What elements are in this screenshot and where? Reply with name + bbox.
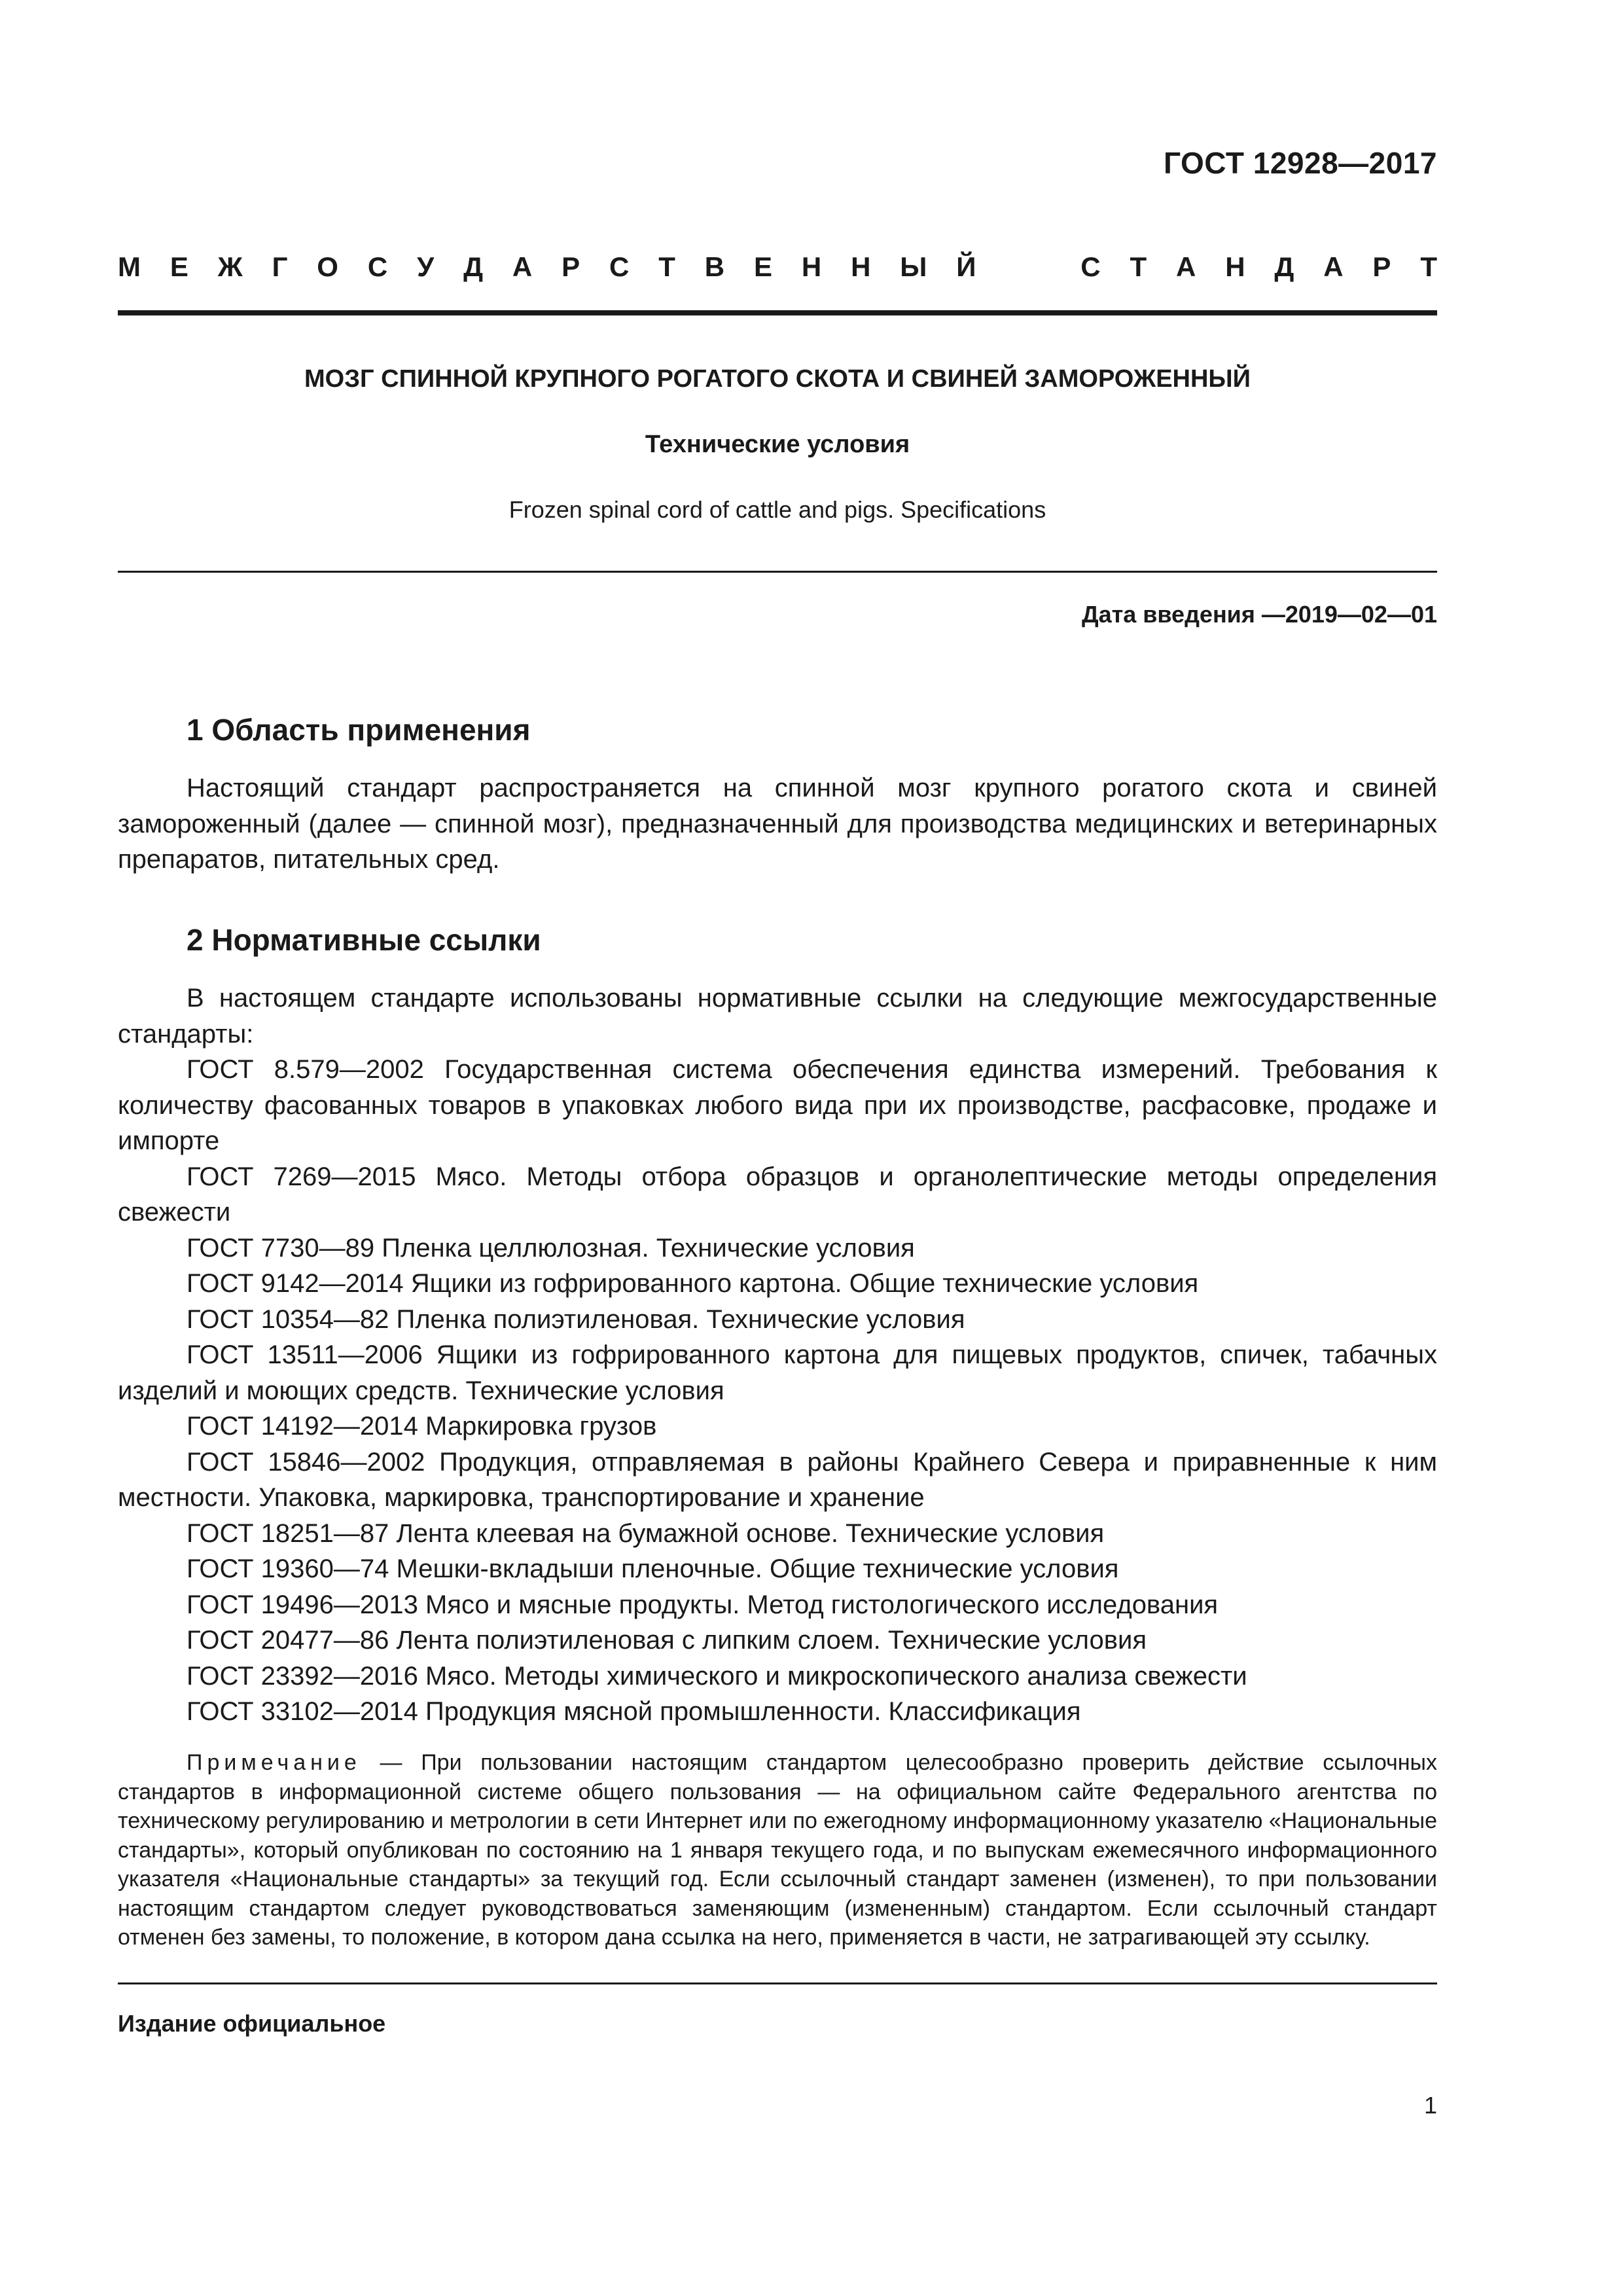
- reference-item: ГОСТ 10354—82 Пленка полиэтиленовая. Технические условия: [187, 1304, 965, 1334]
- title-divider: [118, 571, 1437, 573]
- reference-item: ГОСТ 15846—2002 Продукция, отправляемая в районы Крайнего Севера и приравненные к ним местности. Упаковка, маркировка, транспортирование и хранение: [118, 1447, 1437, 1512]
- section-2-body: [118, 980, 1437, 1730]
- banner-letter: Н: [801, 251, 822, 282]
- banner-letter: А: [1323, 251, 1344, 282]
- banner-letter: М: [118, 251, 141, 282]
- reference-item: ГОСТ 20477—86 Лента полиэтиленовая с липким слоем. Технические условия: [187, 1626, 1147, 1655]
- banner-letter: У: [417, 251, 435, 282]
- document-title: МОЗГ СПИННОЙ КРУПНОГО РОГАТОГО СКОТА И СВИНЕЙ ЗАМОРОЖЕННЫЙ: [304, 365, 1251, 393]
- note-paragraph: [118, 1748, 1437, 1952]
- reference-item: ГОСТ 19360—74 Мешки-вкладыши пленочные. Общие технические условия: [187, 1554, 1119, 1583]
- section-1-body: [118, 770, 1437, 878]
- footer-divider: [118, 1982, 1437, 1984]
- introduction-date: Дата введения —2019—02—01: [1081, 601, 1437, 628]
- page-number: 1: [1423, 2092, 1437, 2119]
- banner-letter: Д: [463, 251, 483, 282]
- banner-letter: А: [1175, 251, 1196, 282]
- section-2-intro: В настоящем стандарте использованы нормативные ссылки на следующие межгосударственные стандарты:: [118, 984, 1437, 1049]
- note-label: Примечание: [187, 1750, 361, 1775]
- section-2-heading: 2 Нормативные ссылки: [187, 923, 541, 957]
- banner-letter: Н: [1225, 251, 1245, 282]
- banner-letter: Ы: [900, 251, 927, 282]
- banner-letter: А: [512, 251, 533, 282]
- banner-letter: Р: [562, 251, 580, 282]
- reference-item: ГОСТ 23392—2016 Мясо. Методы химического и микроскопического анализа свежести: [187, 1661, 1247, 1691]
- banner-letter: Д: [1274, 251, 1294, 282]
- reference-item: ГОСТ 18251—87 Лента клеевая на бумажной основе. Технические условия: [187, 1518, 1105, 1548]
- reference-item: ГОСТ 19496—2013 Мясо и мясные продукты. Метод гистологического исследования: [187, 1590, 1219, 1619]
- official-edition-label: Издание официальное: [118, 2010, 386, 2037]
- banner-letter: Е: [753, 251, 772, 282]
- reference-item: ГОСТ 7269—2015 Мясо. Методы отбора образцов и органолептические методы определения свежести: [118, 1162, 1437, 1227]
- reference-item: ГОСТ 7730—89 Пленка целлюлозная. Технические условия: [187, 1233, 915, 1263]
- reference-item: ГОСТ 9142—2014 Ящики из гофрированного картона. Общие технические условия: [187, 1269, 1199, 1298]
- interstate-standard-banner: [118, 247, 1437, 287]
- document-subtitle: Технические условия: [645, 431, 910, 458]
- english-title: Frozen spinal cord of cattle and pigs. Specifications: [508, 496, 1046, 523]
- section-1-heading: 1 Область применения: [187, 713, 531, 747]
- banner-letter: Г: [272, 251, 288, 282]
- reference-item: ГОСТ 13511—2006 Ящики из гофрированного картона для пищевых продуктов, спичек, табачных изделий и моющих средств. Технические условия: [118, 1340, 1437, 1405]
- header-divider: [118, 310, 1437, 315]
- banner-letter: В: [704, 251, 725, 282]
- note-text: — При пользовании настоящим стандартом целесообразно проверить действие ссылочных стандартов в информационной системе общего пользования — на официальном сайте Федерального агентства по техническому регулированию и метрологии в сети Интернет или по ежегодному информационному указателю «Национальные стандарты», который опубликован по состоянию на 1 января текущего года, и по выпускам ежемесячного информационного указателя «Национальные стандарты» за текущий год. Если ссылочный стандарт заменен (изменен), то при пользовании настоящим стандартом следует руководствоваться заменяющим (измененным) стандартом. Если ссылочный стандарт отменен без замены, то положение, в котором дана ссылка на него, применяется в части, не затрагивающей эту ссылку.: [118, 1750, 1437, 1950]
- banner-letter: Т: [1420, 251, 1437, 282]
- banner-letter: Ж: [217, 251, 243, 282]
- banner-letter: Й: [956, 251, 976, 282]
- banner-letter: Н: [851, 251, 871, 282]
- document-number: ГОСТ 12928—2017: [1164, 146, 1437, 180]
- reference-item: ГОСТ 33102—2014 Продукция мясной промышленности. Классификация: [187, 1697, 1081, 1726]
- banner-letter: Е: [169, 251, 188, 282]
- banner-letter: Р: [1372, 251, 1391, 282]
- banner-letter: С: [609, 251, 630, 282]
- banner-letter: О: [317, 251, 338, 282]
- banner-letter: С: [367, 251, 388, 282]
- reference-item: ГОСТ 8.579—2002 Государственная система обеспечения единства измерений. Требования к количеству фасованных товаров в упаковках любого вида при их производстве, расфасовке, продаже и импорте: [118, 1055, 1437, 1155]
- banner-letter: С: [1080, 251, 1101, 282]
- banner-letter: Т: [658, 251, 675, 282]
- reference-item: ГОСТ 14192—2014 Маркировка грузов: [187, 1412, 657, 1441]
- banner-letter: Т: [1130, 251, 1147, 282]
- section-1-paragraph: Настоящий стандарт распространяется на спинной мозг крупного рогатого скота и свиней замороженный (далее — спинной мозг), предназначенный для производства медицинских и ветеринарных препаратов, питательных сред.: [118, 774, 1437, 874]
